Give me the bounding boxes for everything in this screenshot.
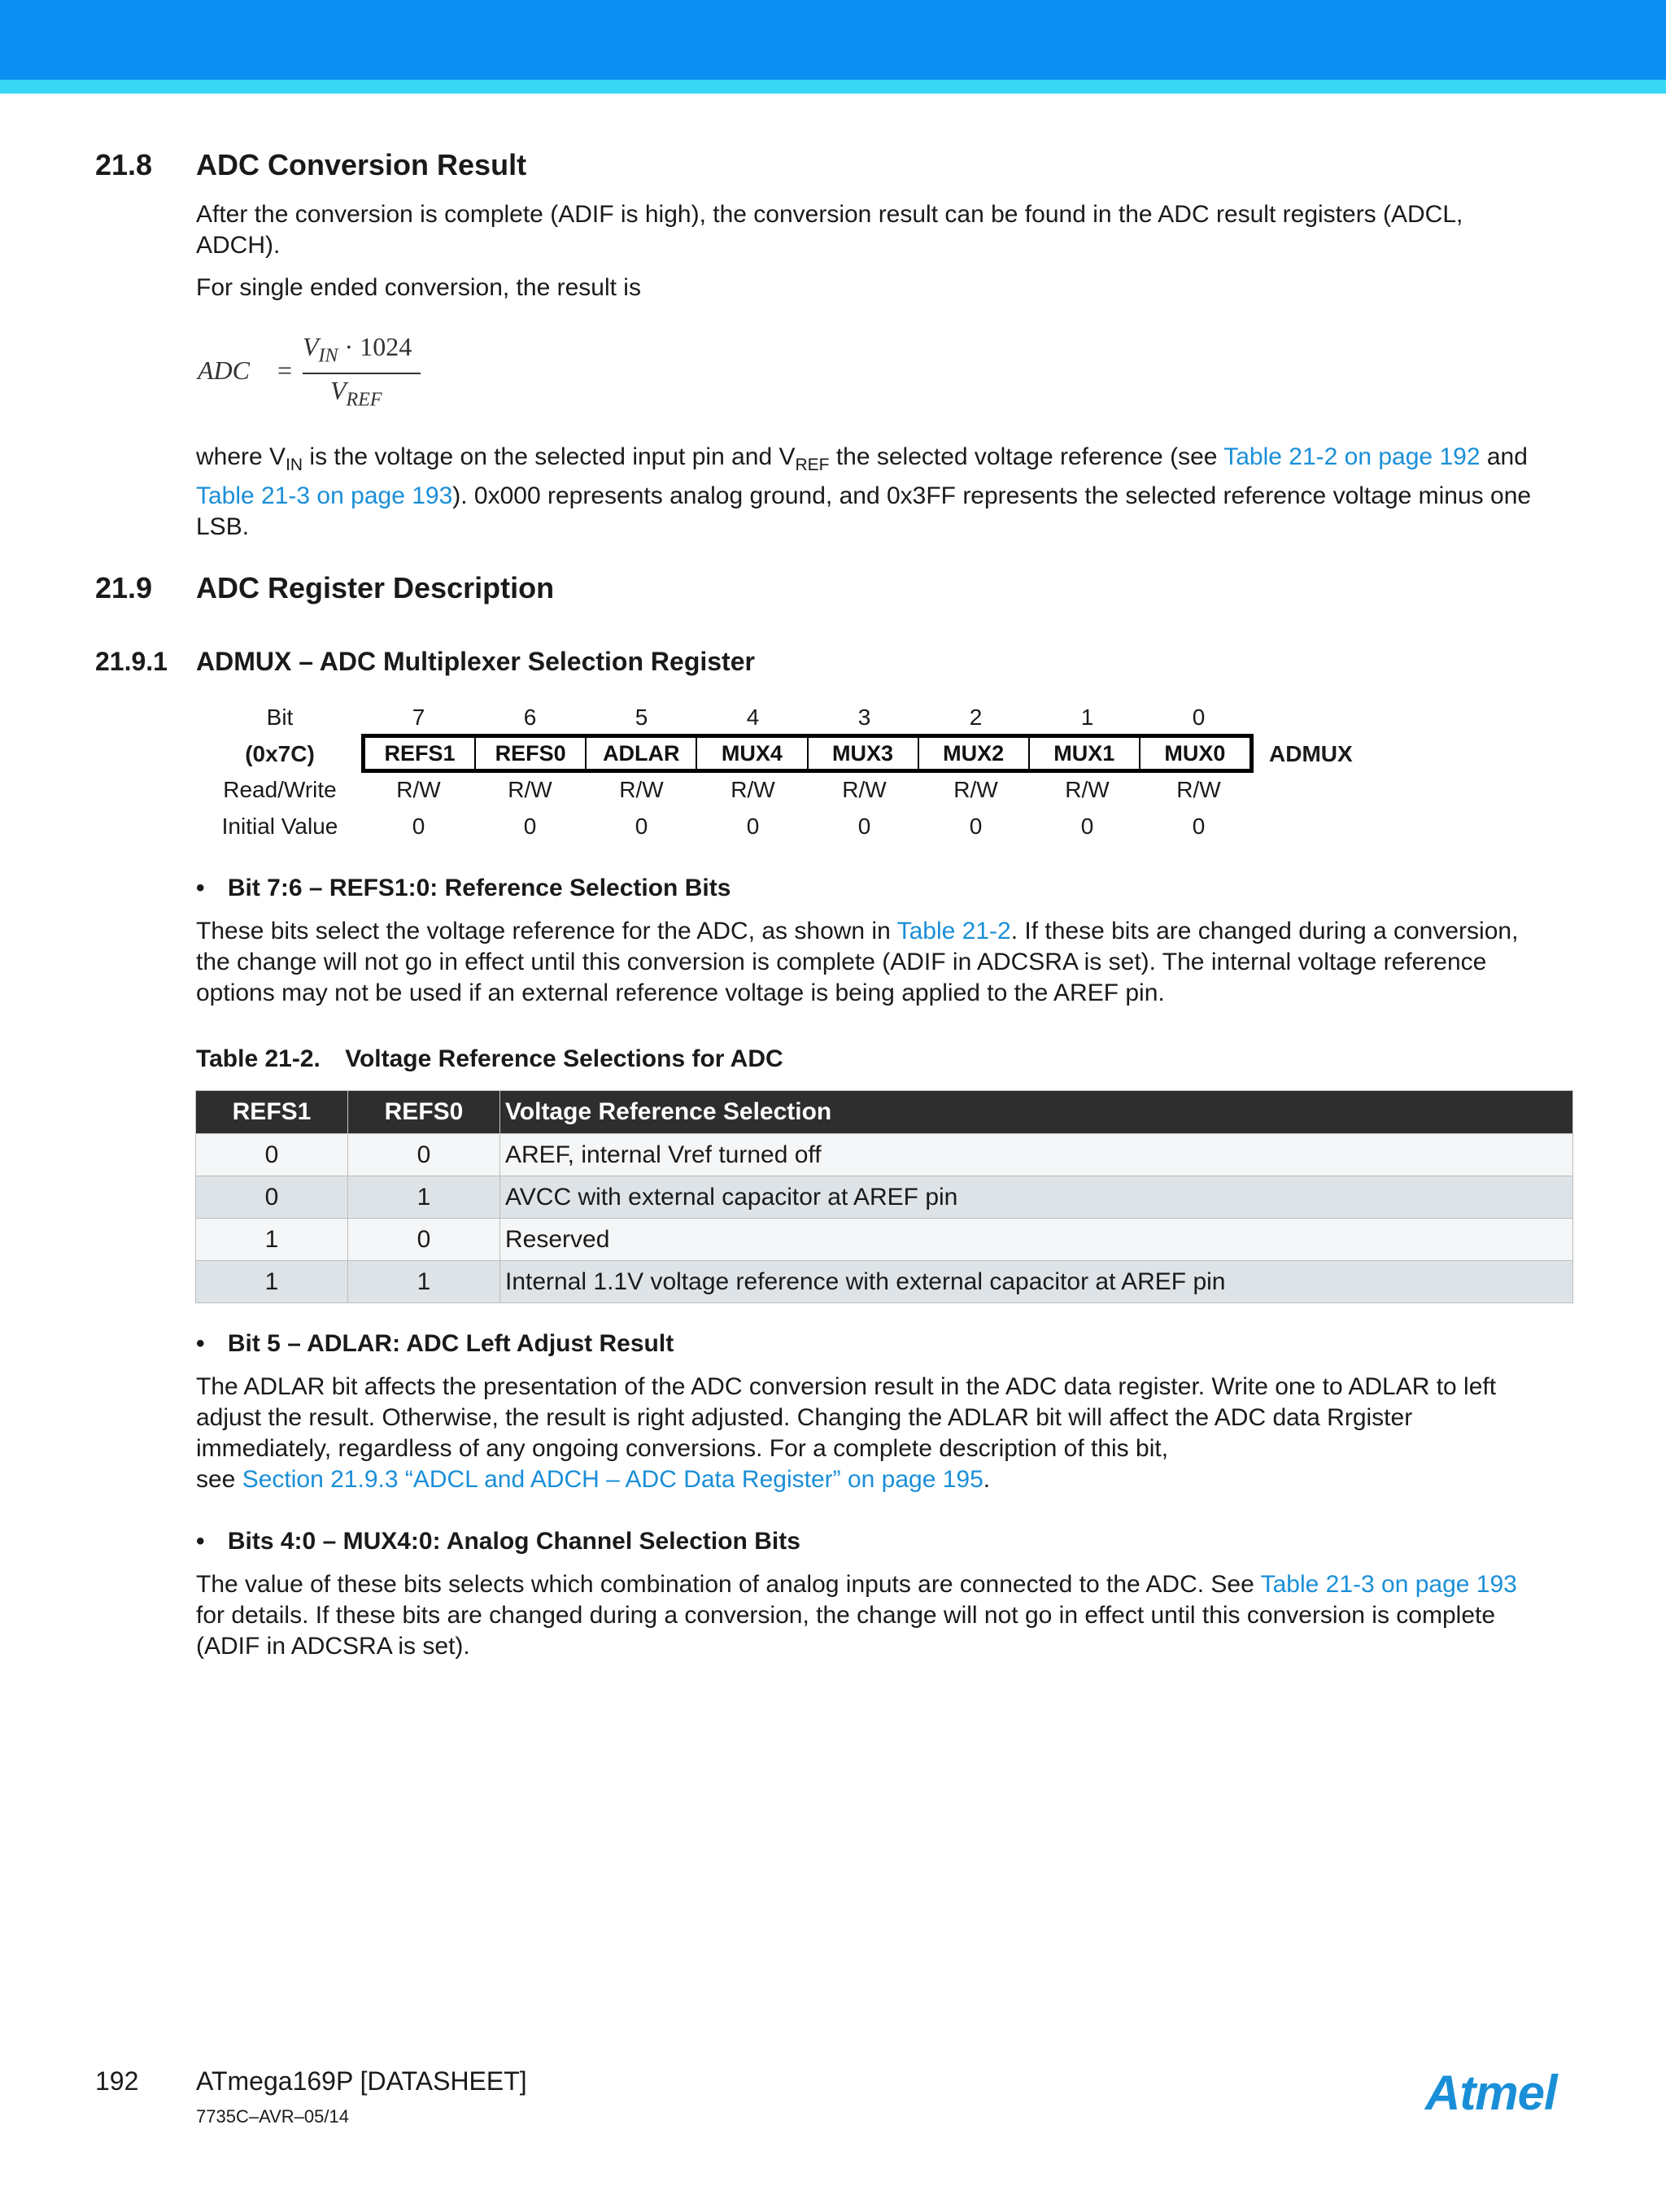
- header-bar: [0, 0, 1666, 80]
- text-line: for details. If these bits are changed during a conversion, the change will not go in effect until this conversion is complete: [196, 1602, 1496, 1629]
- formula-equals: =: [277, 356, 293, 385]
- text-line: The ADLAR bit affects the presentation of the ADC conversion result in the ADC data register. Write one to ADLAR to left: [196, 1373, 1497, 1400]
- initial-value: 0: [1080, 814, 1094, 839]
- initial-value: 0: [969, 814, 983, 839]
- text-line: adjust the result. Otherwise, the result is right adjusted. Changing the ADLAR bit will affect the ADC data Rrgister: [196, 1404, 1413, 1431]
- register-field: ADLAR: [587, 738, 697, 769]
- bit-label: Bit: [266, 705, 294, 730]
- bullet-icon: •: [196, 875, 205, 901]
- voltage-reference-table: [195, 1090, 1573, 1303]
- table-cell: AVCC with external capacitor at AREF pin: [500, 1176, 1573, 1219]
- section-title: ADC Register Description: [196, 571, 555, 604]
- formula-var: V: [330, 376, 347, 405]
- read-write-value: R/W: [508, 777, 552, 802]
- subscript: REF: [795, 456, 830, 474]
- initial-value: 0: [746, 814, 760, 839]
- atmel-logo: Atmel: [1425, 2066, 1557, 2120]
- table-cell: Internal 1.1V voltage reference with external capacitor at AREF pin: [500, 1261, 1573, 1303]
- text-line: [196, 1569, 1579, 1600]
- table-row: [196, 1176, 1573, 1219]
- register-field: MUX3: [809, 738, 919, 769]
- text-line: [196, 1464, 1579, 1495]
- table-row: [196, 1261, 1573, 1303]
- column-header: Voltage Reference Selection: [500, 1091, 1573, 1134]
- text-line: ADCH).: [196, 232, 281, 259]
- text: see: [196, 1466, 242, 1493]
- section-title: ADC Conversion Result: [196, 148, 527, 181]
- initial-value: 0: [857, 814, 871, 839]
- table-cell: 0: [348, 1219, 500, 1261]
- subscript: IN: [286, 456, 303, 474]
- table-row: [196, 1219, 1573, 1261]
- formula-adc: ADC: [198, 356, 250, 385]
- table-cell: 0: [196, 1134, 348, 1176]
- initial-value: 0: [635, 814, 648, 839]
- bit-number: 5: [635, 705, 648, 730]
- table-cell: 0: [196, 1176, 348, 1219]
- text-line: [196, 481, 1579, 512]
- text-line: [196, 916, 1579, 947]
- table-cell: 1: [348, 1176, 500, 1219]
- read-write-value: R/W: [953, 777, 998, 802]
- table-header-row: [196, 1091, 1573, 1134]
- text: These bits select the voltage reference for the ADC, as shown in: [196, 918, 897, 945]
- link-table-21-2[interactable]: Table 21-2 on page 192: [1223, 443, 1481, 470]
- link-table-21-3[interactable]: Table 21-3 on page 193: [196, 482, 453, 509]
- bit-number: 1: [1080, 705, 1094, 730]
- table-caption-title: Voltage Reference Selections for ADC: [345, 1045, 783, 1072]
- column-header: REFS1: [196, 1091, 348, 1134]
- bit-number: 0: [1192, 705, 1206, 730]
- bit-number: 6: [523, 705, 537, 730]
- bit-number: 2: [969, 705, 983, 730]
- read-write-value: R/W: [1176, 777, 1221, 802]
- table-cell: Reserved: [500, 1219, 1573, 1261]
- link-table-21-2[interactable]: Table 21-2: [896, 918, 1011, 945]
- page-number: 192: [95, 2066, 139, 2096]
- read-write-value: R/W: [619, 777, 664, 802]
- column-header: REFS0: [348, 1091, 500, 1134]
- register-field-box: [361, 734, 1254, 773]
- formula-denominator: [330, 376, 382, 411]
- paragraph: [196, 1569, 1579, 1662]
- register-field: MUX2: [919, 738, 1030, 769]
- read-write-label: Read/Write: [223, 777, 337, 802]
- table-cell: 1: [196, 1261, 348, 1303]
- text: ). 0x000 represents analog ground, and 0x3FF represents the selected reference voltage minus one: [452, 482, 1532, 509]
- bullet-heading-bit5: [196, 1330, 674, 1358]
- register-field: REFS1: [365, 738, 476, 769]
- table-row: [196, 1134, 1573, 1176]
- bullet-text: Bit 5 – ADLAR: ADC Left Adjust Result: [227, 1330, 674, 1357]
- formula-var: V: [303, 332, 319, 361]
- read-write-value: R/W: [731, 777, 775, 802]
- register-field: MUX1: [1030, 738, 1140, 769]
- text-line: immediately, regardless of any ongoing conversions. For a complete description of this bit,: [196, 1435, 1169, 1462]
- text-line: options may not be used if an external reference voltage is being applied to the AREF pin.: [196, 979, 1165, 1006]
- formula-sub: REF: [346, 389, 382, 411]
- text-line: After the conversion is complete (ADIF is high), the conversion result can be found in the ADC result registers (ADCL,: [196, 201, 1463, 228]
- text: The value of these bits selects which combination of analog inputs are connected to the ADC. See: [196, 1571, 1261, 1598]
- text: .: [983, 1466, 991, 1493]
- formula-numerator: [303, 332, 412, 367]
- text: where V: [196, 443, 286, 470]
- paragraph: [196, 916, 1579, 1009]
- text: . If these bits are changed during a conversion,: [1010, 918, 1519, 945]
- register-address: (0x7C): [245, 741, 315, 766]
- read-write-value: R/W: [842, 777, 887, 802]
- paragraph: [196, 199, 1463, 261]
- table-cell: 1: [348, 1261, 500, 1303]
- section-heading-21-9: [95, 571, 909, 605]
- initial-value: 0: [412, 814, 425, 839]
- bit-number: 7: [412, 705, 425, 730]
- paragraph: [196, 442, 1579, 543]
- section-heading-21-8: [95, 148, 909, 182]
- paragraph: [196, 1372, 1579, 1495]
- read-write-value: R/W: [1065, 777, 1110, 802]
- register-field: MUX4: [697, 738, 808, 769]
- initial-value: 0: [523, 814, 537, 839]
- bullet-text: Bit 7:6 – REFS1:0: Reference Selection Bits: [227, 875, 731, 901]
- formula-lhs: [198, 356, 292, 386]
- bit-number: 3: [857, 705, 871, 730]
- section-heading-21-9-1: [95, 647, 1071, 677]
- bullet-icon: •: [196, 1528, 205, 1555]
- link-section-21-9-3[interactable]: Section 21.9.3 “ADCL and ADCH – ADC Data Register” on page 195: [242, 1466, 983, 1493]
- header-stripe: [0, 80, 1666, 94]
- initial-value-label: Initial Value: [221, 814, 338, 839]
- fraction-line: [303, 373, 421, 374]
- table-caption: [196, 1045, 783, 1073]
- text-line: LSB.: [196, 513, 250, 540]
- register-field: MUX0: [1164, 740, 1226, 766]
- bullet-heading-bit76: [196, 875, 731, 902]
- formula-num-rest: · 1024: [344, 332, 412, 361]
- paragraph: For single ended conversion, the result is: [196, 274, 641, 301]
- formula-sub: IN: [318, 345, 338, 367]
- bullet-icon: •: [196, 1330, 205, 1357]
- register-field: REFS0: [476, 738, 587, 769]
- table-caption-number: Table 21-2.: [196, 1045, 321, 1072]
- bullet-heading-bits40: [196, 1528, 800, 1555]
- document-title: ATmega169P [DATASHEET]: [196, 2066, 527, 2096]
- read-write-value: R/W: [396, 777, 441, 802]
- bullet-text: Bits 4:0 – MUX4:0: Analog Channel Selection Bits: [227, 1528, 800, 1555]
- section-number: 21.8: [95, 148, 153, 181]
- link-table-21-3[interactable]: Table 21-3 on page 193: [1260, 1571, 1517, 1598]
- text-line: the change will not go in effect until this conversion is complete (ADIF in ADCSRA is set). The internal voltage reference: [196, 949, 1487, 975]
- section-title: ADMUX – ADC Multiplexer Selection Register: [196, 647, 755, 676]
- document-code: 7735C–AVR–05/14: [196, 2106, 349, 2127]
- text-line: (ADIF in ADCSRA is set).: [196, 1633, 470, 1660]
- text-line: [196, 442, 1579, 481]
- section-number: 21.9: [95, 571, 153, 604]
- table-cell: AREF, internal Vref turned off: [500, 1134, 1573, 1176]
- initial-value: 0: [1192, 814, 1206, 839]
- register-name: ADMUX: [1269, 741, 1353, 766]
- table-cell: 1: [196, 1219, 348, 1261]
- text: and: [1480, 443, 1528, 470]
- text: the selected voltage reference (see: [829, 443, 1224, 470]
- table-cell: 0: [348, 1134, 500, 1176]
- text: is the voltage on the selected input pin and V: [303, 443, 796, 470]
- section-number: 21.9.1: [95, 647, 168, 676]
- bit-number: 4: [746, 705, 760, 730]
